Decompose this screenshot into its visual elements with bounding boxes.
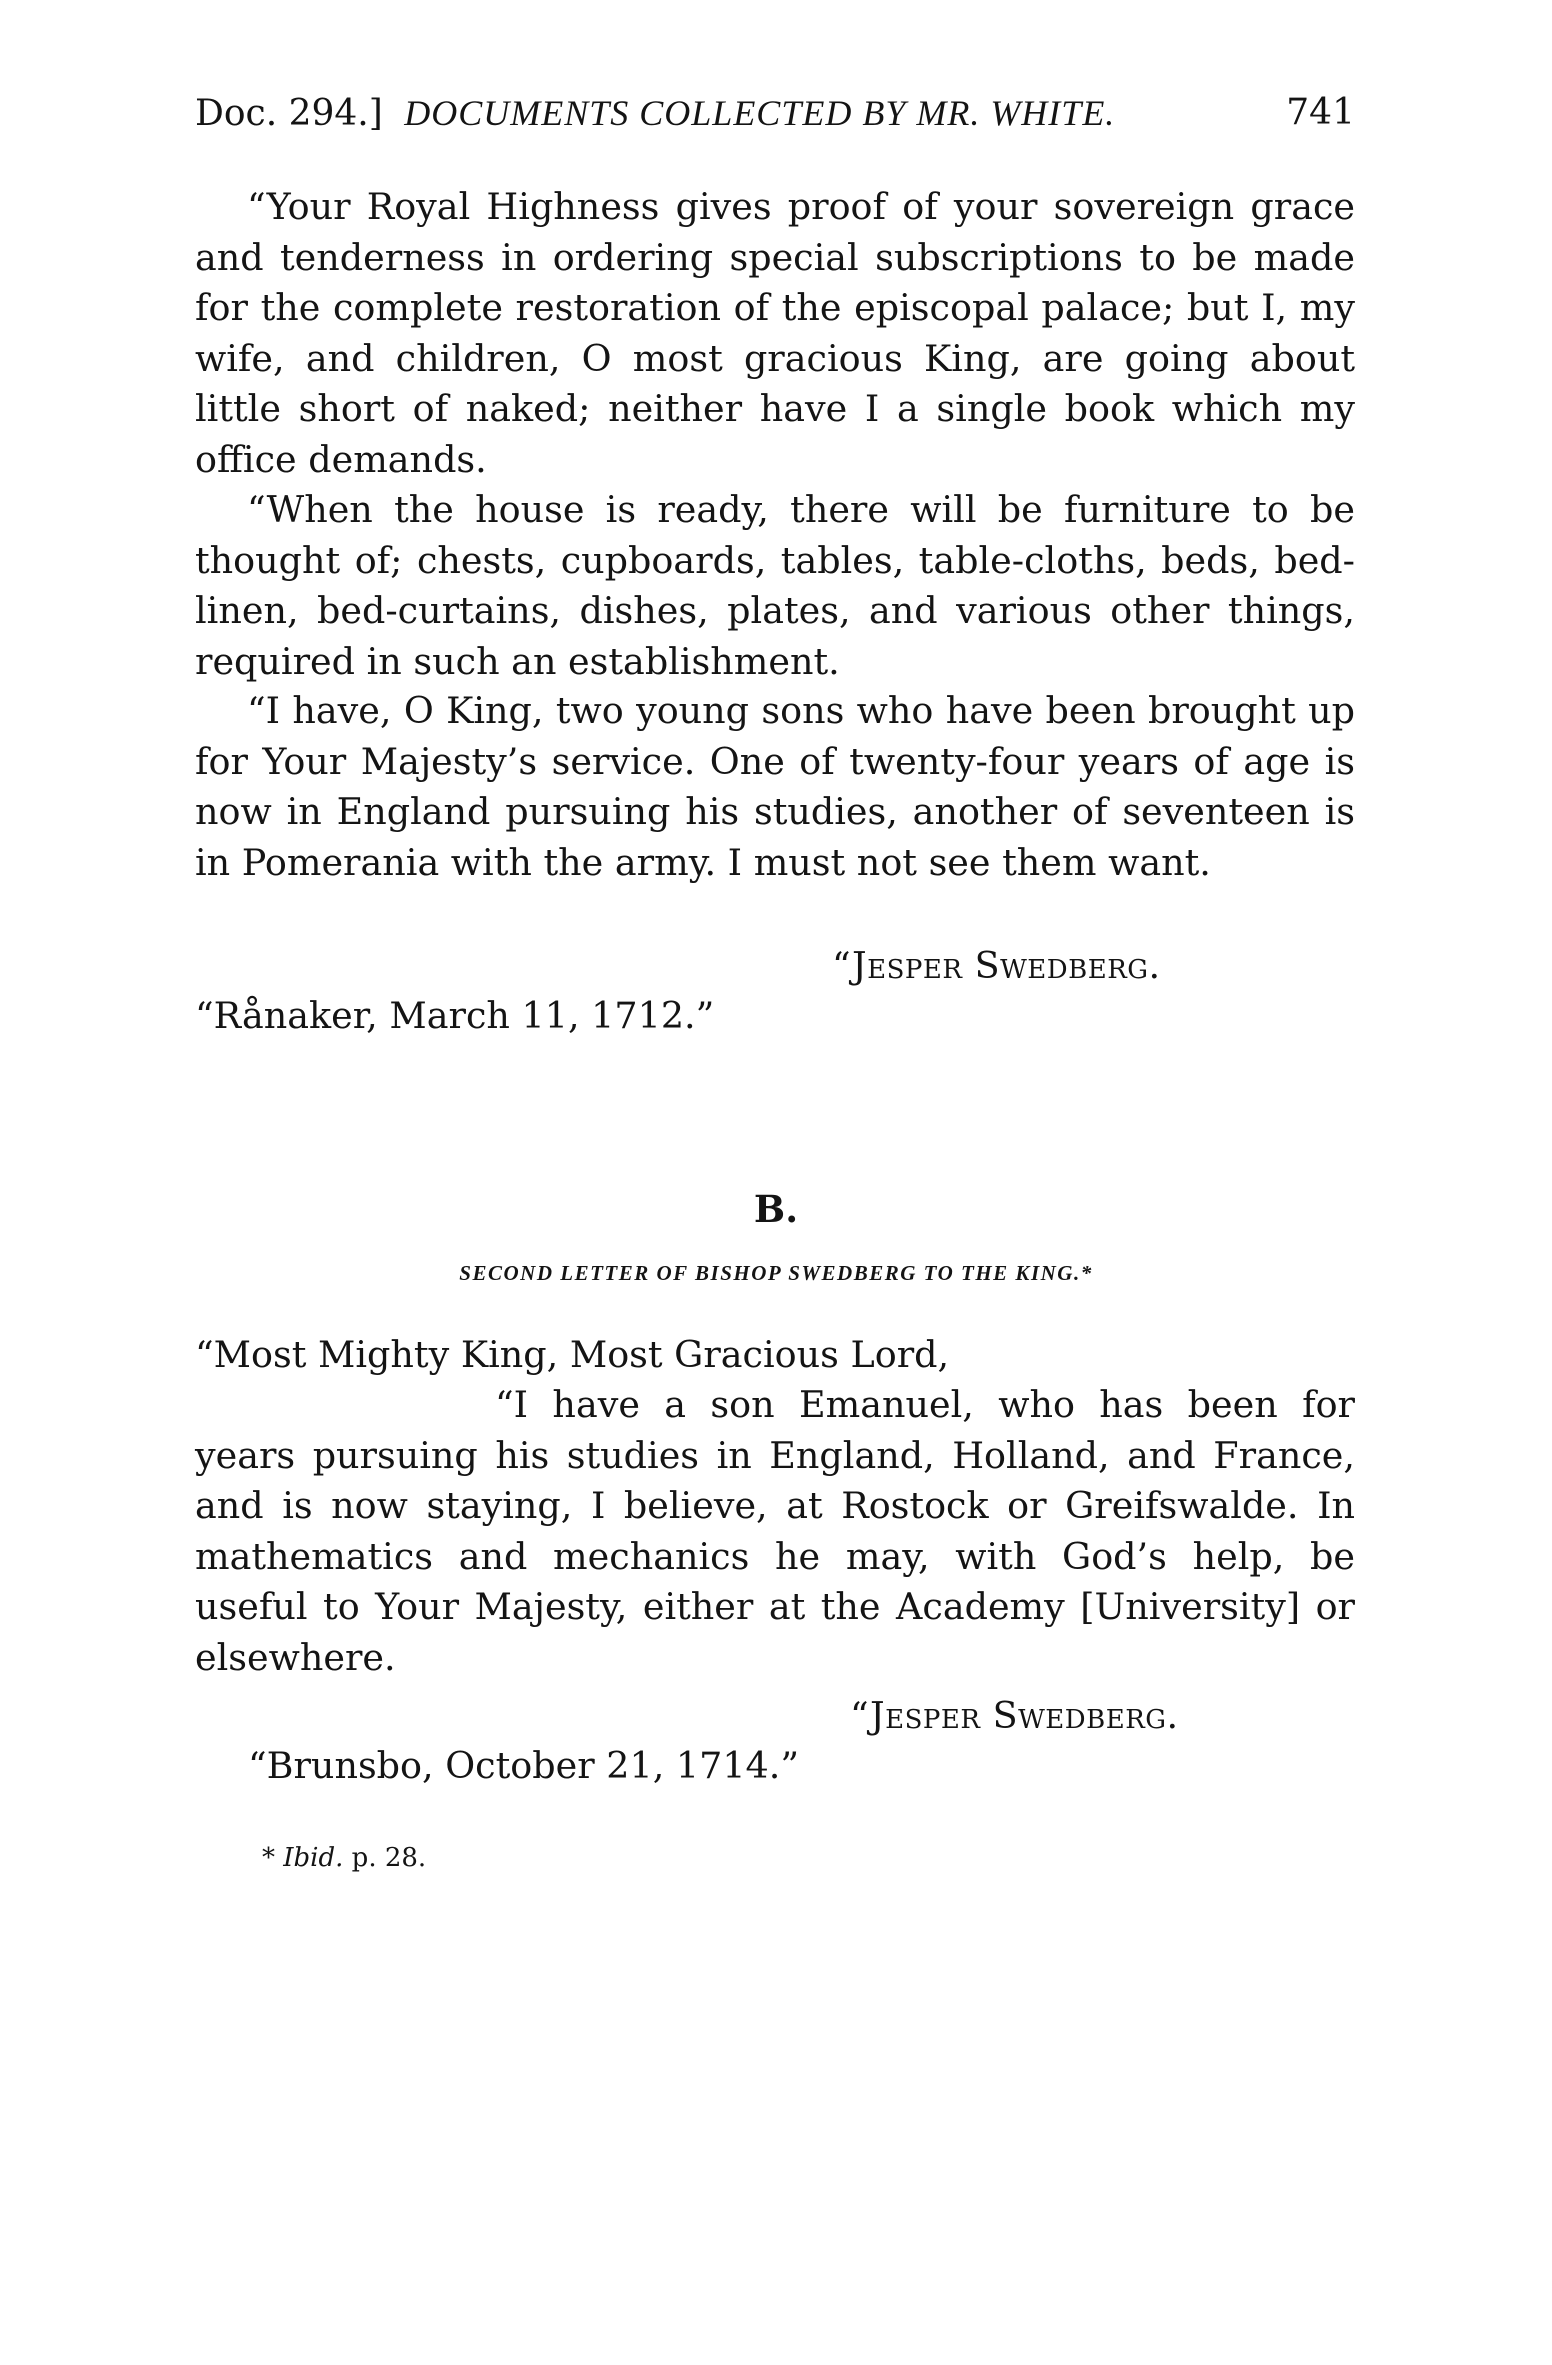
section-letter: B.: [753, 1187, 799, 1231]
running-title: DOCUMENTS COLLECTED BY MR. WHITE.: [404, 93, 1116, 133]
footnote-marker: *: [262, 1843, 284, 1873]
footnote-page-ref: p. 28.: [343, 1843, 427, 1873]
running-head: [195, 88, 1355, 138]
document-reference: Doc. 294.]: [195, 93, 383, 134]
letter-a-paragraph-2: “When the house is ready, there will be furniture to be thought of; chests, cupboards, tables, table-cloths, beds, bed-linen, bed-curtains, dishes, plates, and various other things, required in such an establishment.: [195, 488, 1355, 683]
page-number: 741: [1286, 92, 1355, 133]
letter-a-signature: “Jesper Swedberg.: [832, 944, 1161, 987]
footnote-ibid: Ibid.: [283, 1843, 344, 1873]
letter-a-paragraph-3: “I have, O King, two young sons who have been brought up for Your Majesty’s service. One of twenty-four years of age is now in England pursuing his studies, another of seventeen is in Pomerania with the army. I must not see them want.: [195, 689, 1355, 884]
letter-b-dateline: “Brunsbo, October 21, 1714.”: [248, 1744, 800, 1787]
footnote: [262, 1840, 426, 1876]
letter-b-salutation: “Most Mighty King, Most Gracious Lord,: [195, 1333, 950, 1376]
letter-b-body: “I have a son Emanuel, who has been for years pursuing his studies in England, Holland, and France, and is now staying, I believe, at Rostock or Greifswalde. In mathematics and mechanics he may, with God’s help, be useful to Your Majesty, either at the Academy [University] or elsewhere.: [195, 1383, 1355, 1679]
letter-a-dateline: “Rånaker, March 11, 1712.”: [195, 994, 715, 1037]
letter-a-paragraph-1: “Your Royal Highness gives proof of your sovereign grace and tenderness in ordering special subscriptions to be made for the complete restoration of the episcopal palace; but I, my wife, and children, O most gracious King, are going about little short of naked; neither have I a single book which my office demands.: [195, 185, 1355, 481]
section-subheading: SECOND LETTER OF BISHOP SWEDBERG TO THE KING.*: [459, 1261, 1093, 1285]
letter-b-signature: “Jesper Swedberg.: [850, 1694, 1179, 1737]
